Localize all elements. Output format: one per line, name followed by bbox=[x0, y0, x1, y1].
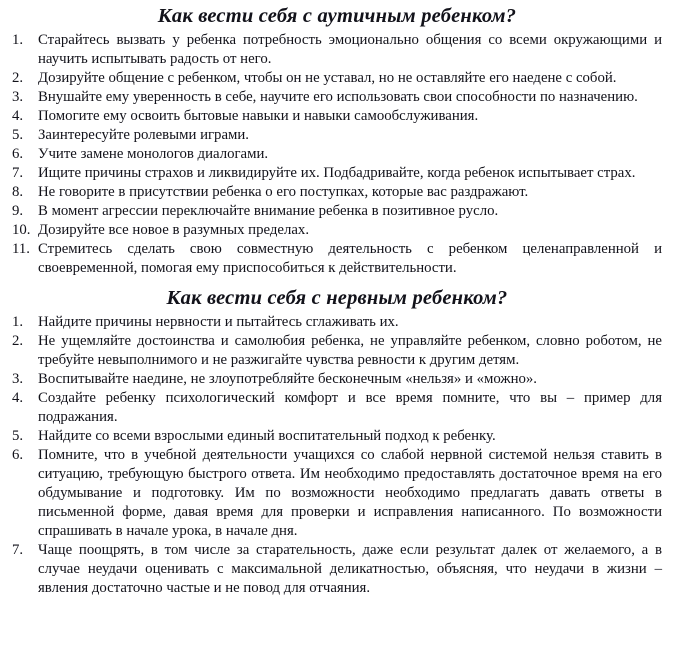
list-item bbox=[12, 145, 662, 164]
item-text: Не говорите в присутствии ребенка о его поступках, которые вас раздражают. bbox=[38, 184, 529, 200]
list-item bbox=[12, 389, 662, 427]
item-text: Старайтесь вызвать у ребенка потребность эмоционально общения со всеми окружающими и научить испытывать радость от него. bbox=[38, 32, 662, 67]
item-number: 2. bbox=[12, 70, 24, 86]
section-title-nervous: Как вести себя с нервным ребенком? bbox=[166, 287, 508, 309]
item-number: 8. bbox=[12, 184, 24, 200]
item-text: Помогите ему освоить бытовые навыки и навыки самообслуживания. bbox=[38, 108, 479, 124]
list-item bbox=[12, 126, 662, 145]
item-text: Воспитывайте наедине, не злоупотребляйте бесконечным «нельзя» и «можно». bbox=[38, 371, 538, 387]
item-number: 2. bbox=[12, 333, 24, 349]
list-item bbox=[12, 313, 662, 332]
item-text: Чаще поощрять, в том числе за старательность, даже если результат далек от желаемого, а в случае неудачи оценивать с максимальной деликатностью, объясняя, что неудачи в жизни – явления достаточно частые и не повод для отчаяния. bbox=[38, 542, 662, 596]
item-number: 1. bbox=[12, 32, 24, 48]
item-number: 9. bbox=[12, 203, 24, 219]
item-number: 10. bbox=[12, 222, 31, 238]
item-number: 5. bbox=[12, 428, 24, 444]
item-text: Ищите причины страхов и ликвидируйте их. Подбадривайте, когда ребенок испытывает страх. bbox=[38, 165, 636, 181]
list-item bbox=[12, 427, 662, 446]
item-number: 7. bbox=[12, 542, 24, 558]
item-text: Учите замене монологов диалогами. bbox=[38, 146, 269, 162]
list-item bbox=[12, 183, 662, 202]
item-text: Создайте ребенку психологический комфорт и все время помните, что вы – пример для подражания. bbox=[38, 390, 662, 425]
item-number: 7. bbox=[12, 165, 24, 181]
item-number: 4. bbox=[12, 108, 24, 124]
list-item bbox=[12, 69, 662, 88]
list-nervous-recommendations bbox=[12, 313, 662, 598]
item-number: 6. bbox=[12, 447, 24, 463]
section-nervous-child bbox=[12, 285, 662, 598]
item-number: 6. bbox=[12, 146, 24, 162]
item-number: 4. bbox=[12, 390, 24, 406]
list-autistic-recommendations bbox=[12, 31, 662, 278]
item-number: 5. bbox=[12, 127, 24, 143]
list-item bbox=[12, 107, 662, 126]
item-number: 3. bbox=[12, 89, 24, 105]
item-text: Заинтересуйте ролевыми играми. bbox=[38, 127, 250, 143]
list-item bbox=[12, 446, 662, 541]
item-text: Стремитесь сделать свою совместную деятельность с ребенком целенаправленной и своевременной, помогая ему приспособиться к действительности. bbox=[38, 241, 662, 276]
list-item bbox=[12, 240, 662, 278]
list-item bbox=[12, 221, 662, 240]
item-text: Найдите со всеми взрослыми единый воспитательный подход к ребенку. bbox=[38, 428, 496, 444]
item-number: 1. bbox=[12, 314, 24, 330]
section-autistic-child bbox=[12, 3, 662, 278]
list-item bbox=[12, 88, 662, 107]
list-item bbox=[12, 31, 662, 69]
item-text: Найдите причины нервности и пытайтесь сглаживать их. bbox=[38, 314, 399, 330]
item-text: Внушайте ему уверенность в себе, научите его использовать свои способности по назначению. bbox=[38, 89, 638, 105]
list-item bbox=[12, 202, 662, 221]
list-item bbox=[12, 370, 662, 389]
item-text: Дозируйте общение с ребенком, чтобы он не уставал, но не оставляйте его наедене с собой. bbox=[38, 70, 617, 86]
section-title-autistic: Как вести себя с аутичным ребенком? bbox=[157, 5, 517, 27]
item-text: Помните, что в учебной деятельности учащихся со слабой нервной системой нельзя ставить в ситуацию, требующую быстрого ответа. Им необходимо предоставлять достаточное время на его обдумывание и подготовку. Им по возможности необходимо предлагать давать ответы в письменной форме, давая время для проверки и исправления написанного. По возможности спрашивать в начале урока, в начале дня. bbox=[38, 447, 662, 539]
item-text: В момент агрессии переключайте внимание ребенка в позитивное русло. bbox=[38, 203, 499, 219]
list-item bbox=[12, 541, 662, 598]
item-number: 11. bbox=[12, 241, 30, 257]
list-item bbox=[12, 164, 662, 183]
item-text: Дозируйте все новое в разумных пределах. bbox=[38, 222, 310, 238]
list-item bbox=[12, 332, 662, 370]
item-text: Не ущемляйте достоинства и самолюбия ребенка, не управляйте ребенком, словно роботом, не требуйте невыполнимого и не разжигайте чувства ревности к другим детям. bbox=[38, 333, 662, 368]
item-number: 3. bbox=[12, 371, 24, 387]
